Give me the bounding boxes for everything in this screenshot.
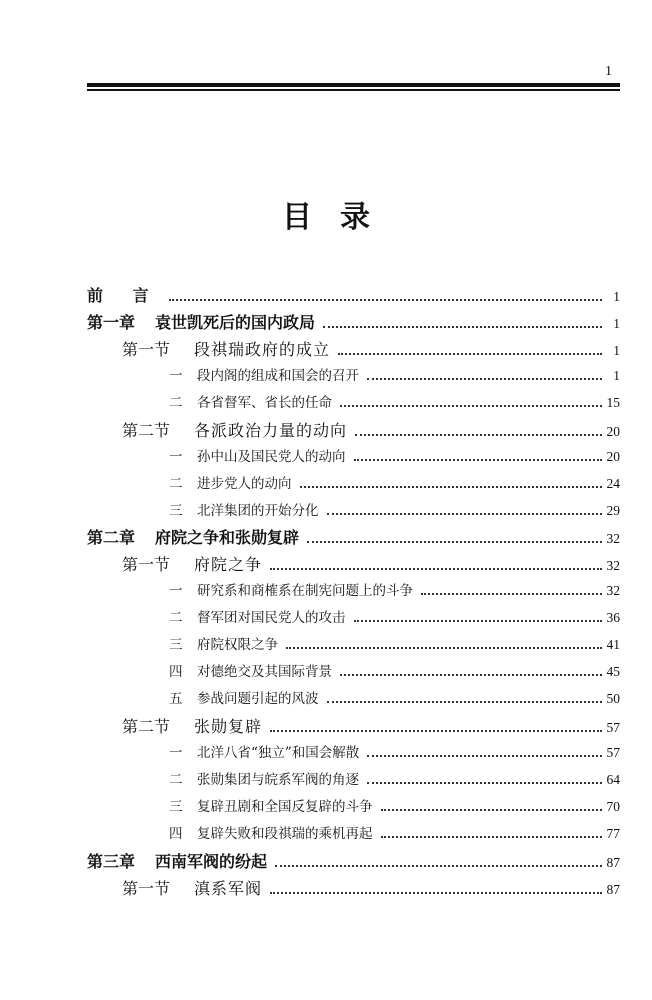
toc-entry-title: 督军团对国民党人的攻击 — [197, 610, 346, 627]
toc-entry-sub[interactable] — [87, 499, 620, 526]
toc-entry-label: 四 — [169, 825, 183, 842]
toc-entry-title: 孙中山及国民党人的动向 — [197, 448, 346, 465]
toc-entry-page: 1 — [613, 367, 620, 383]
toc-entry-label: 前 言 — [87, 286, 161, 305]
toc-entry-page: 20 — [606, 423, 620, 439]
toc-entry-label: 第二章 — [87, 528, 136, 548]
toc-entry-label: 第一节 — [122, 878, 171, 898]
dot-leader — [381, 809, 603, 811]
toc-entry-page: 70 — [606, 798, 620, 814]
toc-entry-page: 32 — [606, 583, 620, 599]
toc-entry-chapter[interactable] — [87, 525, 620, 552]
toc-entry-page: 20 — [606, 448, 620, 464]
toc-entry-title: 参战问题引起的风波 — [197, 691, 319, 708]
page-number: 1 — [605, 64, 612, 79]
toc-entry-section[interactable] — [87, 876, 620, 903]
toc-entry-page: 1 — [613, 342, 620, 358]
toc-entry-title: 袁世凯死后的国内政局 — [155, 312, 316, 332]
toc-entry-page: 32 — [606, 558, 620, 574]
dot-leader — [340, 674, 602, 676]
toc-entry-label: 一 — [169, 583, 183, 600]
dot-leader — [286, 647, 602, 649]
toc-entry-chapter[interactable] — [87, 283, 620, 310]
toc-entry-label: 第二节 — [122, 717, 171, 736]
toc-entry-title: 府院之争 — [194, 555, 263, 575]
toc-entry-page: 24 — [606, 475, 620, 491]
toc-entry-page: 50 — [606, 691, 620, 707]
toc-entry-sub[interactable] — [87, 445, 620, 472]
toc-entry-label: 二 — [169, 610, 183, 627]
toc-entry-title: 研究系和商榷系在制宪问题上的斗争 — [197, 583, 413, 600]
toc-entry-sub[interactable] — [87, 579, 620, 606]
toc-entry-label: 二 — [169, 475, 183, 492]
toc-entry-section[interactable] — [87, 337, 620, 364]
toc-entry-label: 第三章 — [87, 851, 136, 871]
toc-entry-section[interactable] — [87, 714, 620, 741]
toc-entry-label: 第一章 — [87, 312, 136, 332]
toc-entry-page: 32 — [606, 531, 620, 547]
toc-entry-title: 府院之争和张勋复辟 — [155, 528, 300, 548]
toc-entry-sub[interactable] — [87, 633, 620, 660]
table-of-contents — [87, 283, 620, 903]
toc-entry-page: 1 — [613, 315, 620, 331]
toc-entry-title: 段祺瑞政府的成立 — [194, 339, 331, 359]
toc-entry-title: 各省督军、省长的任命 — [197, 394, 332, 411]
toc-entry-title: 滇系军阀 — [194, 878, 263, 898]
dot-leader — [323, 326, 602, 328]
toc-entry-page: 64 — [606, 771, 620, 787]
dot-leader — [270, 730, 602, 732]
toc-entry-page: 15 — [606, 394, 620, 410]
dot-leader — [421, 593, 602, 595]
toc-entry-title: 张勋复辟 — [194, 717, 263, 736]
toc-entry-page: 1 — [613, 289, 620, 304]
toc-entry-page: 87 — [606, 854, 620, 870]
toc-entry-title: 北洋八省“独立”和国会解散 — [197, 744, 360, 761]
toc-entry-label: 一 — [169, 448, 183, 465]
dot-leader — [327, 701, 603, 703]
dot-leader — [307, 541, 602, 543]
toc-entry-page: 45 — [606, 664, 620, 680]
toc-entry-page: 87 — [606, 881, 620, 897]
toc-entry-title: 张勋集团与皖系军阀的角逐 — [197, 771, 359, 788]
toc-entry-section[interactable] — [87, 418, 620, 445]
dot-leader — [354, 459, 603, 461]
toc-entry-page: 57 — [606, 720, 620, 735]
toc-entry-sub[interactable] — [87, 822, 620, 849]
toc-entry-sub[interactable] — [87, 660, 620, 687]
toc-entry-page: 29 — [606, 502, 620, 518]
header-rule-thick — [87, 83, 620, 87]
toc-entry-page: 36 — [606, 610, 620, 626]
dot-leader — [354, 620, 603, 622]
toc-entry-label: 三 — [169, 502, 183, 519]
toc-entry-title: 复辟丑剧和全国反复辟的斗争 — [197, 798, 373, 815]
toc-entry-label: 五 — [169, 691, 183, 708]
toc-entry-label: 第二节 — [122, 420, 171, 440]
dot-leader — [355, 434, 602, 436]
toc-entry-label: 一 — [169, 744, 183, 761]
toc-entry-sub[interactable] — [87, 391, 620, 418]
toc-entry-label: 一 — [169, 367, 183, 384]
toc-entry-label: 第一节 — [122, 555, 171, 575]
dot-leader — [338, 353, 602, 355]
toc-entry-title: 北洋集团的开始分化 — [197, 502, 319, 519]
dot-leader — [327, 513, 603, 515]
dot-leader — [169, 299, 602, 301]
toc-entry-page: 41 — [606, 637, 620, 653]
dot-leader — [270, 892, 602, 894]
toc-entry-title: 府院权限之争 — [197, 637, 278, 654]
dot-leader — [275, 865, 602, 867]
toc-entry-sub[interactable] — [87, 364, 620, 391]
toc-entry-label: 第一节 — [122, 339, 171, 359]
dot-leader — [367, 782, 602, 784]
toc-title: 目录 — [282, 200, 398, 235]
dot-leader — [367, 755, 602, 757]
dot-leader — [270, 568, 602, 570]
toc-entry-sub[interactable] — [87, 741, 620, 768]
toc-entry-chapter[interactable] — [87, 849, 620, 876]
dot-leader — [367, 378, 602, 380]
toc-entry-label: 三 — [169, 798, 183, 815]
toc-entry-page: 77 — [606, 825, 620, 841]
toc-entry-label: 四 — [169, 664, 183, 681]
toc-entry-sub[interactable] — [87, 795, 620, 822]
toc-entry-sub[interactable] — [87, 687, 620, 714]
toc-entry-title: 西南军阀的纷起 — [155, 851, 268, 871]
dot-leader — [340, 405, 602, 407]
header-rule-thin — [87, 89, 620, 91]
dot-leader — [381, 836, 603, 838]
toc-entry-label: 二 — [169, 771, 183, 788]
toc-entry-sub[interactable] — [87, 768, 620, 795]
toc-entry-chapter[interactable] — [87, 310, 620, 337]
toc-entry-title: 复辟失败和段祺瑞的乘机再起 — [197, 825, 373, 842]
toc-entry-title: 进步党人的动向 — [197, 475, 292, 492]
toc-entry-label: 三 — [169, 637, 183, 654]
toc-entry-sub[interactable] — [87, 472, 620, 499]
toc-entry-label: 二 — [169, 394, 183, 411]
toc-entry-sub[interactable] — [87, 606, 620, 633]
toc-entry-title: 对德绝交及其国际背景 — [197, 664, 332, 681]
toc-entry-title: 各派政治力量的动向 — [194, 420, 348, 440]
dot-leader — [300, 486, 603, 488]
toc-entry-page: 57 — [606, 744, 620, 760]
toc-entry-section[interactable] — [87, 552, 620, 579]
toc-entry-title: 段内阁的组成和国会的召开 — [197, 367, 359, 384]
